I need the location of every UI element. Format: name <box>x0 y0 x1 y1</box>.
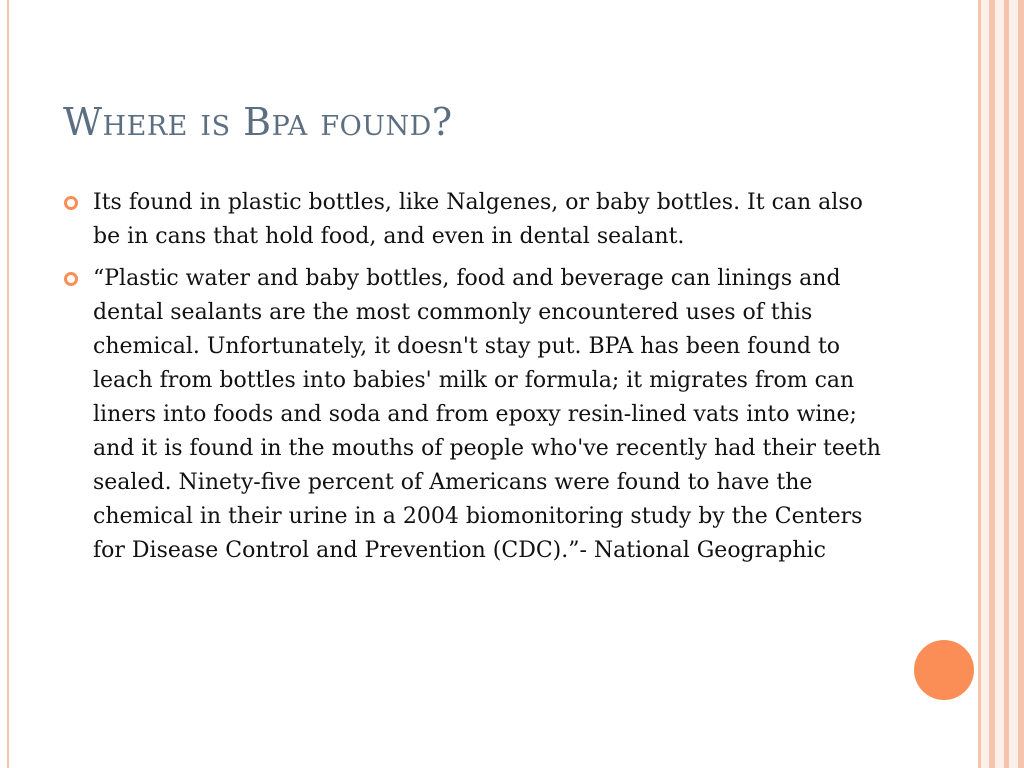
left-border-line <box>7 0 9 768</box>
bullet-list <box>62 186 882 576</box>
stripe <box>1018 0 1024 768</box>
bullet-ring-icon <box>64 272 78 286</box>
stripe <box>1009 0 1018 768</box>
right-stripe-decoration <box>978 0 1024 768</box>
bullet-ring-icon <box>64 196 78 210</box>
bullet-text: Its found in plastic bottles, like Nalgenes, or baby bottles. It can also be in cans that hold food, and even in dental sealant. <box>93 190 863 249</box>
stripe <box>981 0 989 768</box>
bullet-item <box>62 262 882 568</box>
slide-title: Where is Bpa found? <box>63 100 453 144</box>
bullet-text: “Plastic water and baby bottles, food and beverage can linings and dental sealants are the most commonly encountered uses of this chemical. Unfortunately, it doesn't stay put. BPA has been found to leach from bottles into babies' milk or formula; it migrates from can liners into foods and soda and from epoxy resin-lined vats into wine; and it is found in the mouths of people who've recently had their teeth sealed. Ninety-five percent of Americans were found to have the chemical in their urine in a 2004 biomonitoring study by the Centers for Disease Control and Prevention (CDC).”- National Geographic <box>93 266 881 563</box>
orange-circle-icon <box>914 640 974 700</box>
stripe <box>995 0 1004 768</box>
bullet-item <box>62 186 882 254</box>
